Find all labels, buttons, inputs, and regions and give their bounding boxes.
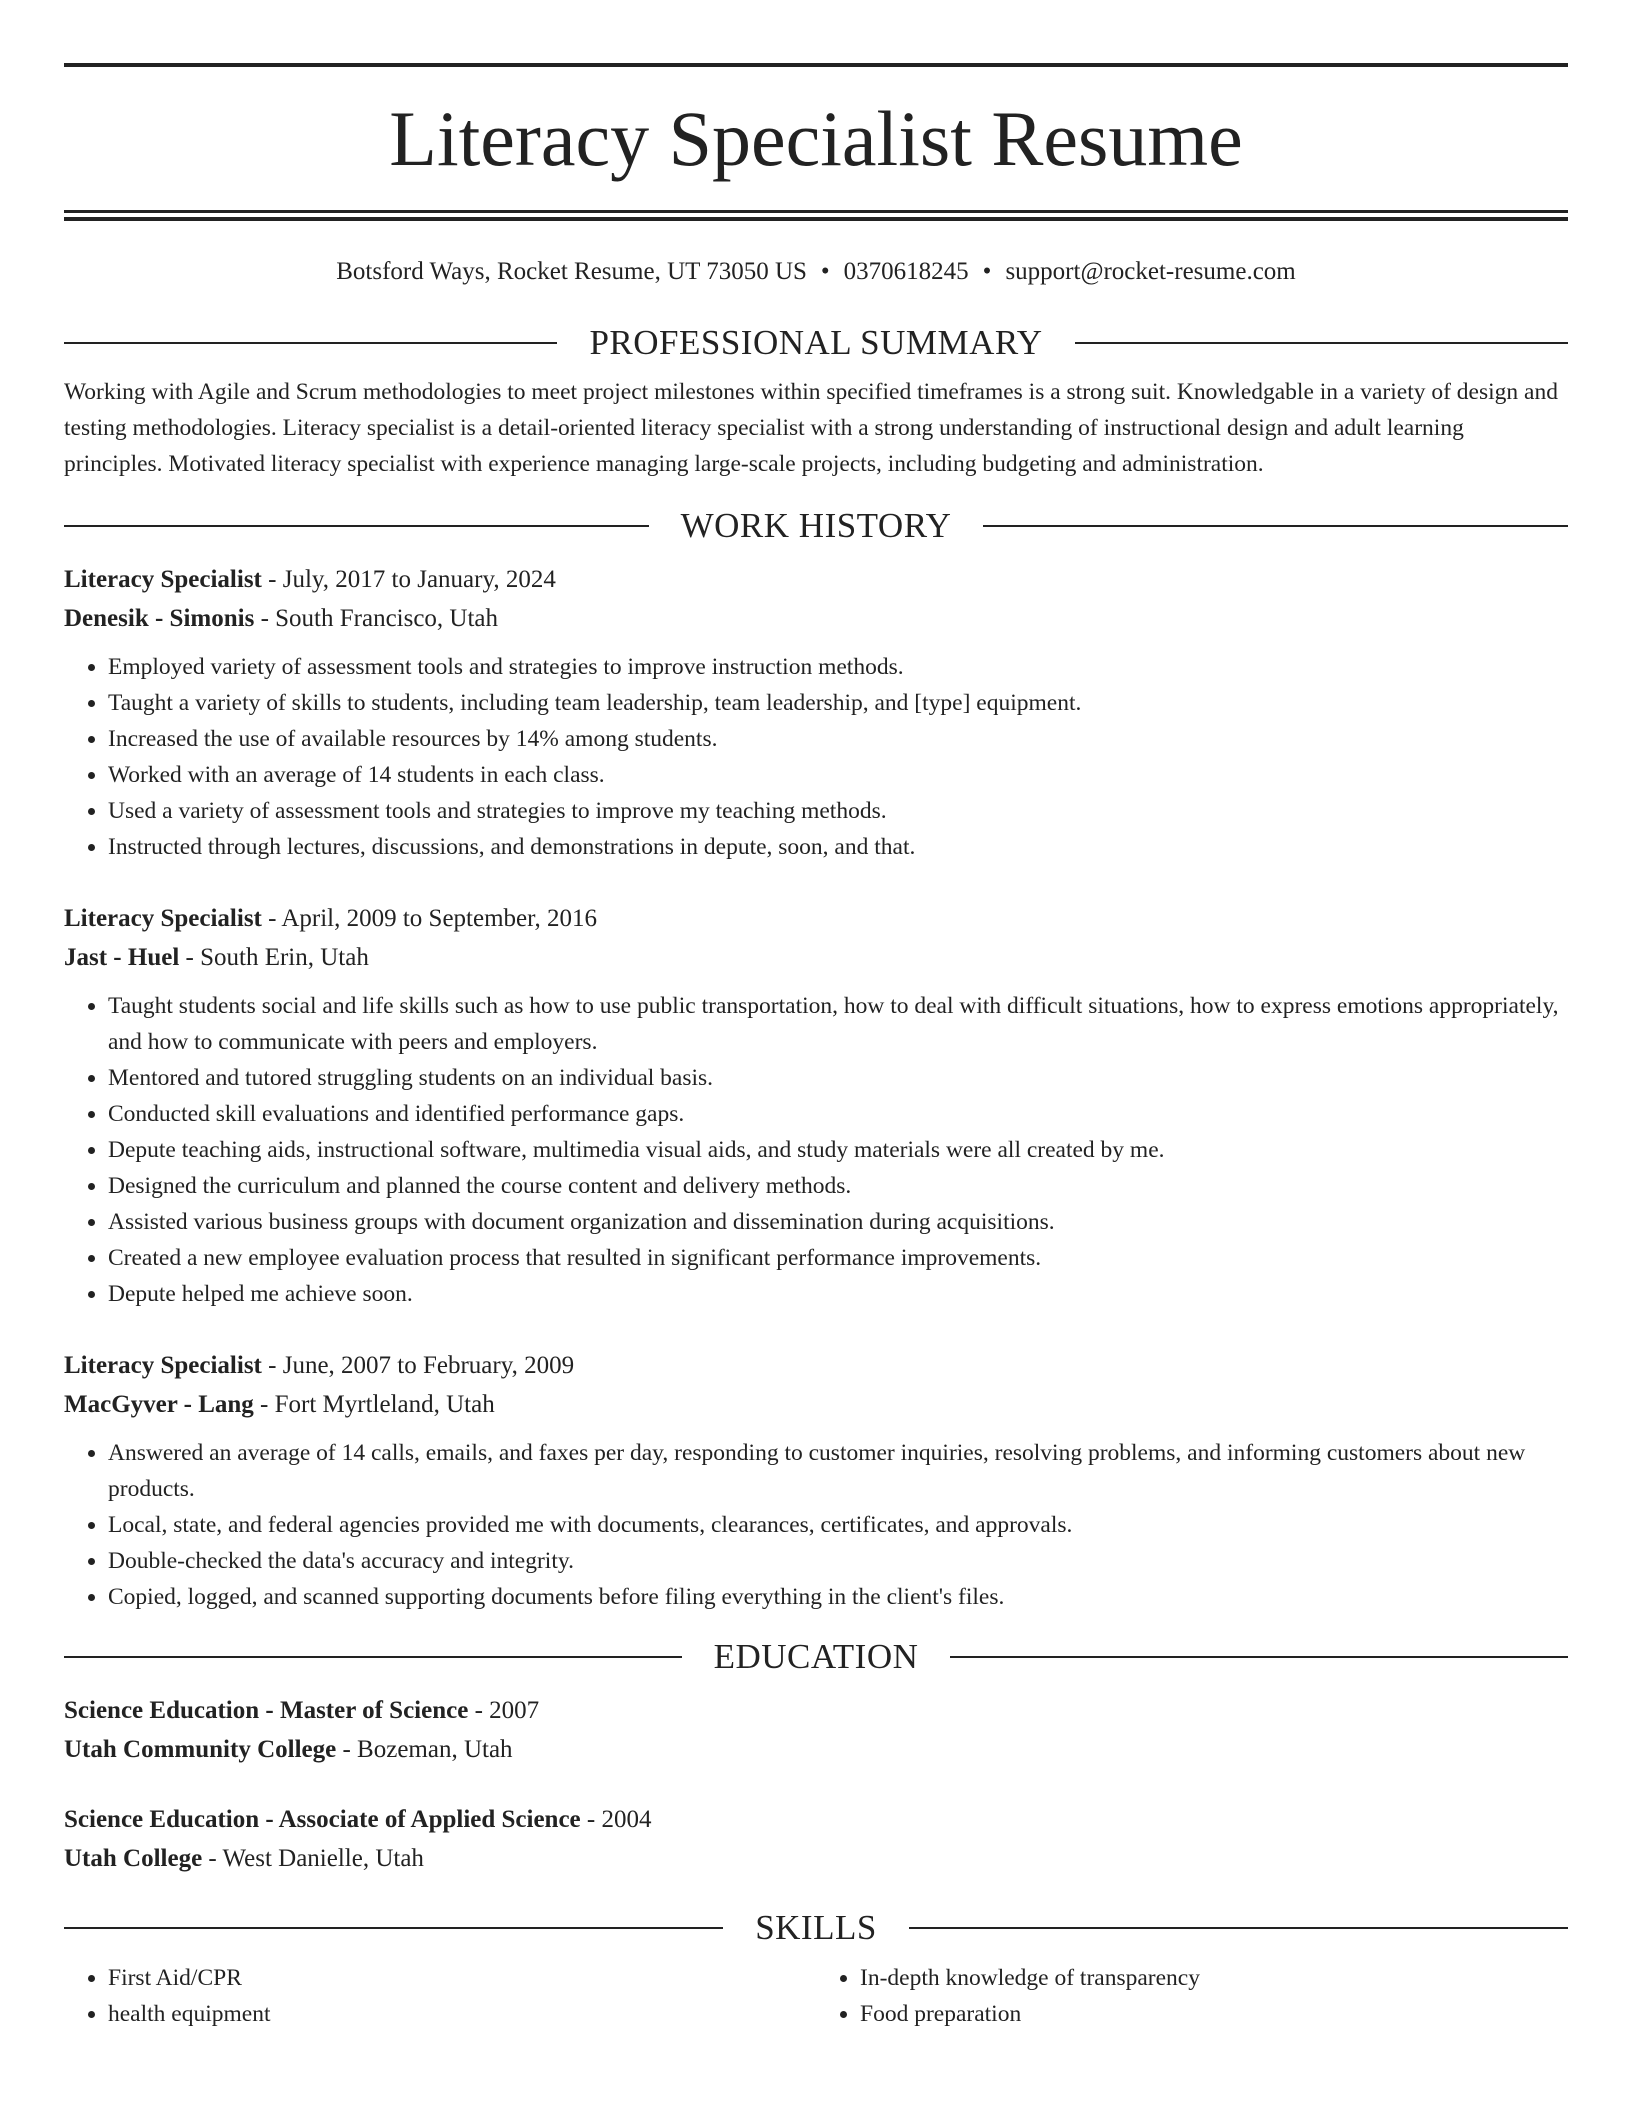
education-location: - West Danielle, Utah bbox=[202, 1845, 424, 1872]
job-entry bbox=[64, 560, 1568, 865]
job-bullets bbox=[64, 1435, 1568, 1615]
education-year: - 2007 bbox=[468, 1697, 540, 1724]
education-location: - Bozeman, Utah bbox=[336, 1736, 513, 1763]
job-entry bbox=[64, 899, 1568, 1312]
job-entry bbox=[64, 1346, 1568, 1615]
section-title: WORK HISTORY bbox=[680, 506, 952, 545]
job-company-line bbox=[64, 1385, 1568, 1424]
job-title: Literacy Specialist bbox=[64, 905, 262, 932]
summary-text: Working with Agile and Scrum methodologies to meet project milestones within specified timeframes is a strong suit. Knowledgable in a variety of design and testing methodologies. Literacy specialist is a detail-oriented literacy specialist with a strong understanding of instructional design and adult learning principles. Motivated literacy specialist with experience managing large-scale projects, including budgeting and administration. bbox=[64, 379, 1558, 477]
section-heading-summary bbox=[64, 323, 1568, 363]
job-dates: - June, 2007 to February, 2009 bbox=[261, 1352, 575, 1379]
contact-separator: • bbox=[982, 258, 992, 285]
list-item: • Food preparation bbox=[860, 1996, 1568, 2032]
job-location: - South Francisco, Utah bbox=[254, 605, 499, 632]
heading-rule bbox=[64, 525, 649, 527]
heading-rule bbox=[950, 1656, 1568, 1658]
contact-separator: • bbox=[820, 258, 830, 285]
list-item: • Assisted various business groups with document organization and dissemination during acquisitions. bbox=[108, 1204, 1568, 1240]
section-title: EDUCATION bbox=[713, 1637, 919, 1676]
list-item: • Depute teaching aids, instructional software, multimedia visual aids, and study materials were all created by me. bbox=[108, 1132, 1568, 1168]
job-bullets bbox=[64, 649, 1568, 865]
list-item: • Worked with an average of 14 students in each class. bbox=[108, 757, 1568, 793]
heading-rule bbox=[64, 1927, 723, 1929]
job-company: Denesik - Simonis bbox=[64, 605, 255, 632]
education-year: - 2004 bbox=[580, 1806, 652, 1833]
skills-list bbox=[64, 1960, 1568, 2032]
list-item: • Taught a variety of skills to students, including team leadership, team leadership, and [type] equipment. bbox=[108, 685, 1568, 721]
contact-address: Botsford Ways, Rocket Resume, UT 73050 US bbox=[336, 258, 807, 285]
list-item: • Increased the use of available resources by 14% among students. bbox=[108, 721, 1568, 757]
skills-column-right bbox=[816, 1960, 1568, 2032]
section-title: PROFESSIONAL SUMMARY bbox=[589, 323, 1043, 362]
top-rule bbox=[64, 63, 1568, 67]
list-item: • First Aid/CPR bbox=[108, 1960, 816, 1996]
job-dates: - April, 2009 to September, 2016 bbox=[261, 905, 597, 932]
list-item: • Used a variety of assessment tools and strategies to improve my teaching methods. bbox=[108, 793, 1568, 829]
job-title: Literacy Specialist bbox=[64, 566, 262, 593]
education-entry bbox=[64, 1800, 1568, 1878]
education-degree-line bbox=[64, 1800, 1568, 1839]
education-school-line bbox=[64, 1839, 1568, 1878]
contact-email[interactable]: support@rocket-resume.com bbox=[1005, 258, 1296, 285]
list-item: • Depute helped me achieve soon. bbox=[108, 1276, 1568, 1312]
job-title: Literacy Specialist bbox=[64, 1352, 262, 1379]
job-company-line bbox=[64, 599, 1568, 638]
list-item: • Instructed through lectures, discussions, and demonstrations in depute, soon, and that. bbox=[108, 829, 1568, 865]
education-school: Utah Community College bbox=[64, 1736, 337, 1763]
list-item: • Designed the curriculum and planned the course content and delivery methods. bbox=[108, 1168, 1568, 1204]
education-entry bbox=[64, 1691, 1568, 1769]
section-heading-skills bbox=[64, 1908, 1568, 1948]
list-item: • Taught students social and life skills such as how to use public transportation, how to deal with difficult situations, how to express emotions appropriately, and how to communicate with peers and employers. bbox=[108, 988, 1568, 1060]
education-school-line bbox=[64, 1730, 1568, 1769]
list-item: • Mentored and tutored struggling students on an individual basis. bbox=[108, 1060, 1568, 1096]
job-location: - Fort Myrtleland, Utah bbox=[253, 1391, 495, 1418]
education-degree-line bbox=[64, 1691, 1568, 1730]
list-item: • Conducted skill evaluations and identified performance gaps. bbox=[108, 1096, 1568, 1132]
list-item: • Double-checked the data's accuracy and integrity. bbox=[108, 1543, 1568, 1579]
education-degree: Science Education - Associate of Applied Science bbox=[64, 1806, 581, 1833]
contact-phone: 0370618245 bbox=[843, 258, 969, 285]
job-title-line bbox=[64, 899, 1568, 938]
contact-line bbox=[64, 257, 1568, 287]
list-item: • Copied, logged, and scanned supporting documents before filing everything in the client's files. bbox=[108, 1579, 1568, 1615]
list-item: • Local, state, and federal agencies provided me with documents, clearances, certificates, and approvals. bbox=[108, 1507, 1568, 1543]
heading-rule bbox=[64, 342, 557, 344]
education-school: Utah College bbox=[64, 1845, 203, 1872]
section-title: SKILLS bbox=[755, 1908, 877, 1947]
job-location: - South Erin, Utah bbox=[179, 944, 369, 971]
heading-rule bbox=[64, 1656, 682, 1658]
education-degree: Science Education - Master of Science bbox=[64, 1697, 469, 1724]
job-dates: - July, 2017 to January, 2024 bbox=[261, 566, 556, 593]
list-item: • Created a new employee evaluation process that resulted in significant performance improvements. bbox=[108, 1240, 1568, 1276]
title-double-rule bbox=[64, 210, 1568, 221]
section-heading-education bbox=[64, 1637, 1568, 1677]
job-company-line bbox=[64, 938, 1568, 977]
job-title-line bbox=[64, 560, 1568, 599]
heading-rule bbox=[909, 1927, 1568, 1929]
job-title-line bbox=[64, 1346, 1568, 1385]
job-company: Jast - Huel bbox=[64, 944, 180, 971]
heading-rule bbox=[1075, 342, 1568, 344]
skills-column-left bbox=[64, 1960, 816, 2032]
resume-title: Literacy Specialist Resume bbox=[389, 95, 1243, 182]
job-company: MacGyver - Lang bbox=[64, 1391, 254, 1418]
list-item: • In-depth knowledge of transparency bbox=[860, 1960, 1568, 1996]
list-item: • health equipment bbox=[108, 1996, 816, 2032]
section-heading-work bbox=[64, 506, 1568, 546]
heading-rule bbox=[983, 525, 1568, 527]
list-item: • Employed variety of assessment tools and strategies to improve instruction methods. bbox=[108, 649, 1568, 685]
list-item: • Answered an average of 14 calls, emails, and faxes per day, responding to customer inquiries, resolving problems, and informing customers about new products. bbox=[108, 1435, 1568, 1507]
job-bullets bbox=[64, 988, 1568, 1312]
